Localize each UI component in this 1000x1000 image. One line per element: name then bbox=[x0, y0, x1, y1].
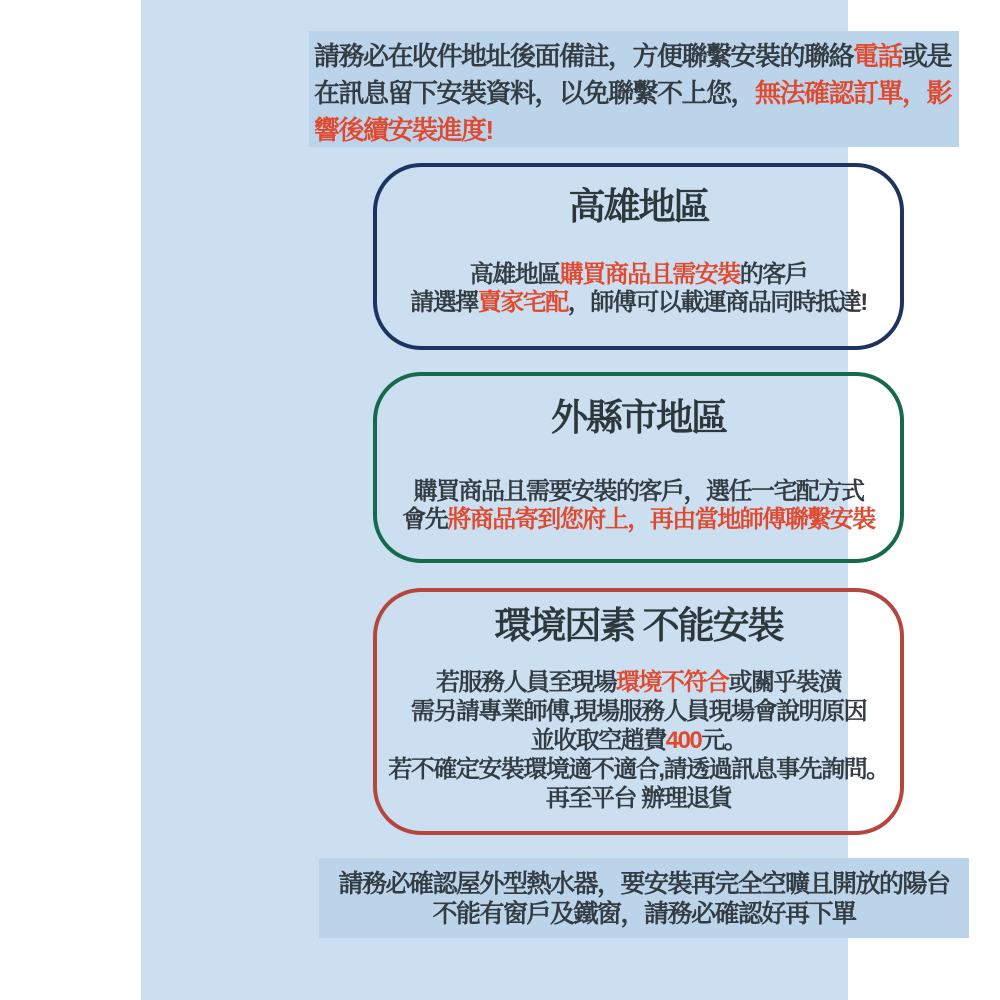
other-cities-body-line bbox=[377, 506, 900, 534]
kaohsiung-body-line bbox=[377, 289, 900, 317]
other-cities-body-line bbox=[377, 478, 900, 506]
other-cities-box bbox=[373, 372, 904, 563]
text-segment: 需另請專業師傅,現場服務人員現場會說明原因 bbox=[410, 698, 867, 725]
environment-body-line bbox=[377, 784, 900, 813]
text-highlight: 賣家宅配 bbox=[477, 289, 568, 316]
environment-box-title: 環境因素 不能安裝 bbox=[494, 605, 783, 646]
top-notice-phone-highlight: 電話 bbox=[853, 41, 903, 71]
text-segment: 高雄地區 bbox=[469, 261, 560, 288]
bottom-notice bbox=[319, 858, 969, 938]
environment-body-line bbox=[377, 697, 900, 726]
text-highlight: 環境不符合 bbox=[616, 669, 729, 696]
text-segment: 或關乎裝潢 bbox=[728, 669, 841, 696]
top-notice-text bbox=[314, 38, 955, 149]
environment-restriction-box bbox=[373, 588, 904, 835]
fee-amount-highlight: 400 bbox=[665, 727, 702, 754]
environment-box-body bbox=[377, 668, 900, 813]
environment-body-line bbox=[377, 755, 900, 784]
environment-body-line bbox=[377, 668, 900, 697]
text-segment: 會先 bbox=[402, 506, 448, 533]
top-notice-segment: 或是在訊息留下安裝資料，以免聯繫不上您， bbox=[314, 41, 952, 108]
text-segment: ，師傅可以載運商品同時抵達! bbox=[567, 289, 867, 316]
kaohsiung-box-title: 高雄地區 bbox=[568, 186, 709, 227]
text-segment: 購買商品且需要安裝的客戶，選任一宅配方式 bbox=[413, 478, 864, 505]
other-cities-box-body bbox=[377, 478, 900, 534]
kaohsiung-area-box bbox=[373, 163, 904, 350]
top-notice bbox=[309, 31, 959, 147]
text-highlight: 將商品寄到您府上，再由當地師傅聯繫安裝 bbox=[447, 506, 875, 533]
text-segment: 的客戶 bbox=[739, 261, 808, 288]
text-segment: 元。 bbox=[701, 727, 747, 754]
kaohsiung-box-body bbox=[377, 261, 900, 317]
bottom-notice-line: 請務必確認屋外型熱水器，要安裝再完全空曠且開放的陽台 bbox=[338, 870, 950, 898]
text-highlight: 購買商品且需安裝 bbox=[559, 261, 740, 288]
blue-panel bbox=[141, 0, 952, 1000]
other-cities-box-title: 外縣市地區 bbox=[551, 397, 726, 438]
text-segment: 若服務人員至現場 bbox=[436, 669, 616, 696]
text-segment: 請選擇 bbox=[410, 289, 478, 316]
kaohsiung-body-line bbox=[377, 261, 900, 289]
text-segment: 並收取空趙費 bbox=[530, 727, 666, 754]
top-notice-warning-highlight: 無法確認訂單，影響後續安裝進度! bbox=[314, 78, 952, 145]
bottom-notice-line: 不能有窗戶及鐵窗，請務必確認好再下單 bbox=[432, 900, 856, 928]
top-notice-segment: 請務必在收件地址後面備註，方便聯繫安裝的聯絡 bbox=[314, 41, 854, 71]
text-segment: 若不確定安裝環境適不適合,請透過訊息事先詢問。 bbox=[388, 756, 889, 783]
text-segment: 再至平台 辦理退貨 bbox=[545, 785, 732, 812]
environment-body-line bbox=[377, 726, 900, 755]
